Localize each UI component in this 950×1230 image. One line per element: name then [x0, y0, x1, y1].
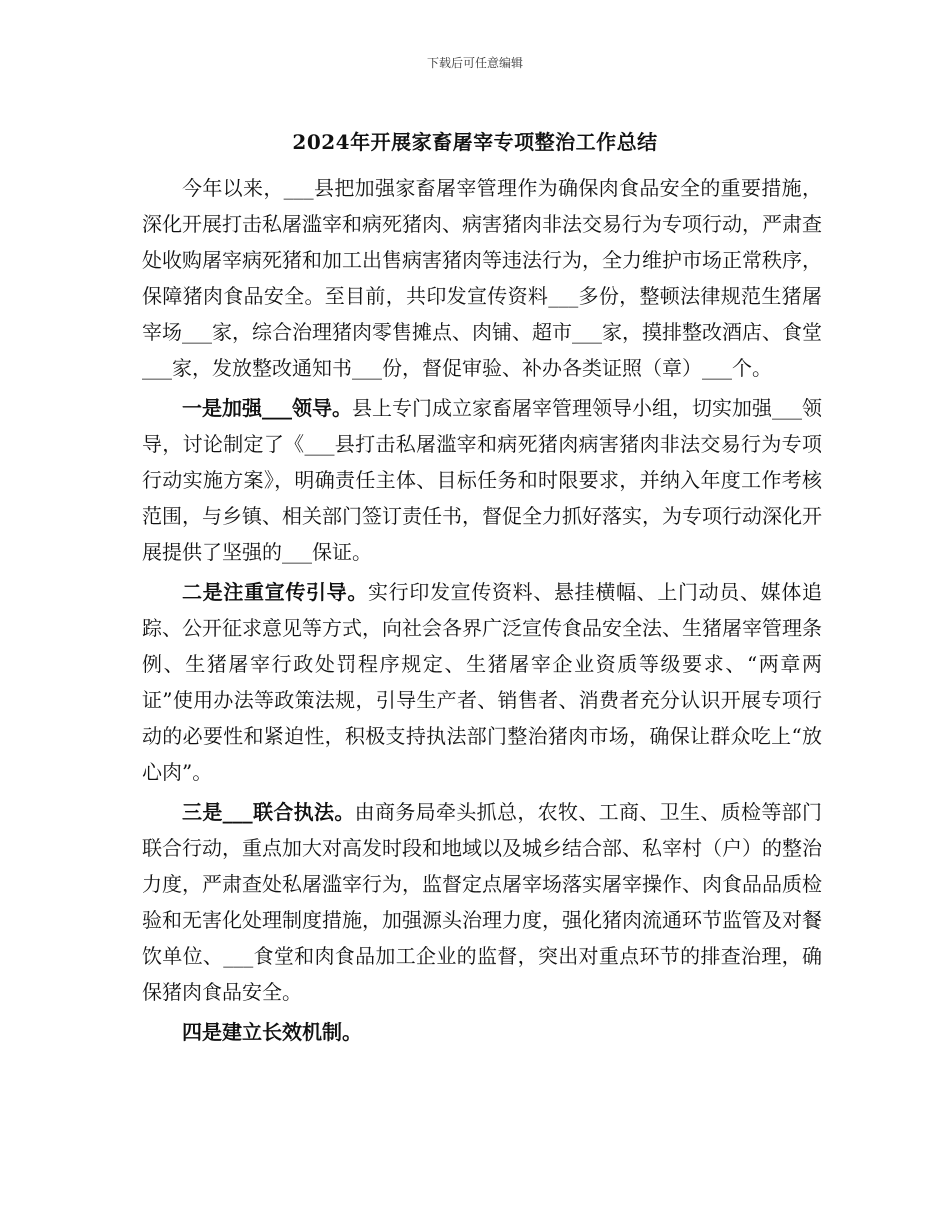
document-body — [142, 170, 822, 1054]
paragraph-lead: 三是___联合执法。 — [182, 800, 355, 824]
paragraph-publicity — [142, 574, 822, 790]
paragraph-mechanism — [142, 1014, 822, 1050]
paragraph-lead: 二是注重宣传引导。 — [182, 580, 368, 604]
paragraph-text: 由商务局牵头抓总，农牧、工商、卫生、质检等部门联合行动，重点加大对高发时段和地域以及城乡结合部、私宰村（户）的整治力度，严肃查处私屠滥宰行为，监督定点屠宰场落实屠宰操作、肉食品品质检验和无害化处理制度措施，加强源头治理力度，强化猪肉流通环节监管及对餐饮单位、___食堂和肉食品加工企业的监督，突出对重点环节的排查治理，确保猪肉食品安全。 — [142, 800, 823, 1004]
paragraph-intro — [142, 170, 822, 386]
paragraph-lead: 一是加强___领导。 — [182, 396, 352, 420]
paragraph-text: 实行印发宣传资料、悬挂横幅、上门动员、媒体追踪、公开征求意见等方式，向社会各界广泛宣传食品安全法、生猪屠宰管理条例、生猪屠宰行政处罚程序规定、生猪屠宰企业资质等级要求、“两章两证”使用办法等政策法规，引导生产者、销售者、消费者充分认识开展专项行动的必要性和紧迫性，积极支持执法部门整治猪肉市场，确保让群众吃上“放心肉”。 — [142, 580, 822, 784]
paragraph-text: 今年以来，___县把加强家畜屠宰管理作为确保肉食品安全的重要措施，深化开展打击私屠滥宰和病死猪肉、病害猪肉非法交易行为专项行动，严肃查处收购屠宰病死猪和加工出售病害猪肉等违法行为，全力维护市场正常秩序，保障猪肉食品安全。至目前，共印发宣传资料___多份，整顿法律规范生猪屠宰场___家，综合治理猪肉零售摊点、肉铺、超市___家，摸排整改酒店、食堂___家，发放整改通知书___份，督促审验、补办各类证照（章）___个。 — [142, 176, 822, 380]
paragraph-enforcement — [142, 794, 822, 1010]
paragraph-text: 县上专门成立家畜屠宰管理领导小组，切实加强___领导，讨论制定了《___县打击私屠滥宰和病死猪肉病害猪肉非法交易行为专项行动实施方案》，明确责任主体、目标任务和时限要求，并纳入年度工作考核范围，与乡镇、相关部门签订责任书，督促全力抓好落实，为专项行动深化开展提供了坚强的___保证。 — [142, 396, 822, 564]
paragraph-leadership — [142, 390, 822, 570]
paragraph-lead: 四是建立长效机制。 — [182, 1020, 362, 1044]
document-title: 2024年开展家畜屠宰专项整治工作总结 — [292, 130, 658, 154]
header-note: 下载后可任意编辑 — [426, 56, 523, 70]
